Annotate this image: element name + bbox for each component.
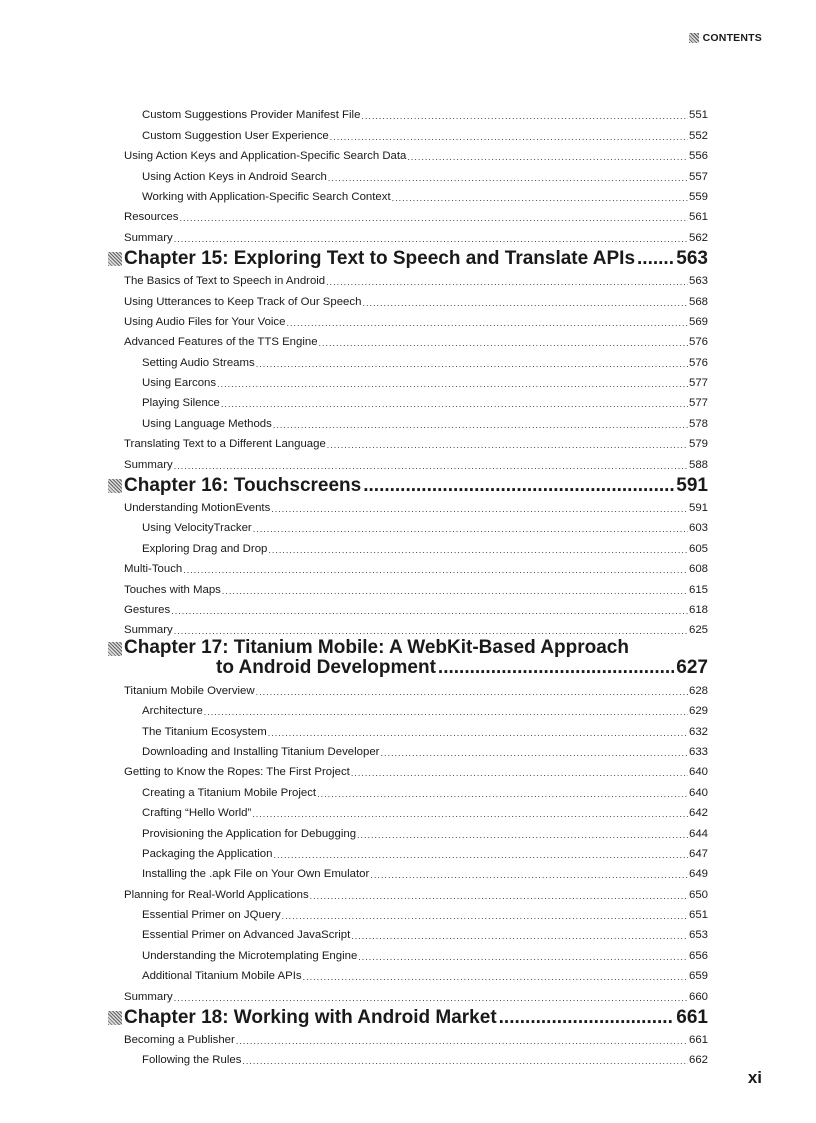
entry-page: 653 [688, 929, 708, 942]
chapter-title-line-1 [124, 638, 708, 658]
entry-title: Setting Audio Streams [142, 356, 255, 369]
leader-dots [282, 911, 688, 922]
header-label: CONTENTS [702, 32, 762, 44]
entry-title: The Basics of Text to Speech in Android [124, 275, 326, 288]
entry-title: Using Action Keys and Application-Specific Search Data [124, 150, 407, 163]
entry-page: 650 [688, 888, 708, 901]
entry-title: Touches with Maps [124, 583, 221, 596]
entry-page: 576 [688, 336, 708, 349]
entry-page: 651 [688, 909, 708, 922]
toc-entry[interactable] [124, 311, 708, 331]
toc-entry[interactable] [124, 944, 708, 964]
chapter-title: Chapter 18: Working with Android Market [124, 1006, 497, 1028]
chapter-title: Chapter 16: Touchscreens [124, 474, 362, 496]
chapter-18-heading[interactable] [124, 1006, 708, 1029]
leader-dots [326, 277, 688, 288]
leader-dots [438, 658, 674, 678]
chapter-square-icon [108, 642, 122, 656]
entry-title: Summary [124, 624, 173, 637]
entry-page: 562 [688, 231, 708, 244]
toc-entry[interactable] [124, 517, 708, 537]
entry-title: Summary [124, 231, 173, 244]
toc-entry[interactable] [124, 372, 708, 392]
entry-title: Understanding the Microtemplating Engine [142, 949, 358, 962]
chapter-title-continued: to Android Development [216, 657, 436, 679]
toc-entry[interactable] [124, 578, 708, 598]
toc-entry[interactable] [124, 186, 708, 206]
leader-dots [174, 234, 688, 245]
entry-title: The Titanium Ecosystem [142, 725, 267, 738]
chapter-title: Chapter 15: Exploring Text to Speech and Translate APIs [124, 247, 636, 269]
toc-entry[interactable] [124, 1029, 708, 1049]
entry-title: Architecture [142, 705, 203, 718]
toc-entry[interactable] [124, 904, 708, 924]
toc-entry[interactable] [124, 741, 708, 761]
leader-dots [407, 152, 688, 163]
toc-entry[interactable] [124, 290, 708, 310]
entry-page: 552 [688, 129, 708, 142]
entry-page: 577 [688, 397, 708, 410]
entry-page: 557 [688, 170, 708, 183]
leader-dots [357, 830, 688, 841]
leader-dots [204, 707, 688, 718]
toc-entry[interactable] [124, 331, 708, 351]
entry-page: 629 [688, 705, 708, 718]
entry-title: Getting to Know the Ropes: The First Project [124, 766, 350, 779]
leader-dots [174, 461, 688, 472]
toc-entry[interactable] [124, 351, 708, 371]
leader-dots [361, 111, 688, 122]
leader-dots [183, 565, 688, 576]
leader-dots [252, 809, 688, 820]
leader-dots [174, 626, 688, 637]
toc-entry[interactable] [124, 700, 708, 720]
leader-dots [351, 931, 688, 942]
leader-dots [222, 586, 688, 597]
entry-page: 628 [688, 684, 708, 697]
header-square-icon [689, 33, 699, 43]
entry-title: Gestures [124, 603, 171, 616]
entry-title: Becoming a Publisher [124, 1034, 235, 1047]
leader-dots [310, 891, 688, 902]
entry-title: Essential Primer on Advanced JavaScript [142, 929, 351, 942]
entry-page: 579 [688, 438, 708, 451]
toc-entry[interactable] [124, 1049, 708, 1069]
entry-title: Using Action Keys in Android Search [142, 170, 327, 183]
toc-entry[interactable] [124, 433, 708, 453]
entry-title: Using VelocityTracker [142, 522, 252, 535]
chapter-16-heading[interactable] [124, 474, 708, 497]
entry-page: 591 [688, 502, 708, 515]
toc-entry[interactable] [124, 761, 708, 781]
entry-title: Understanding MotionEvents [124, 502, 271, 515]
toc-group-pre [124, 104, 708, 247]
entry-page: 608 [688, 563, 708, 576]
entry-title: Following the Rules [142, 1054, 242, 1067]
entry-title: Translating Text to a Different Language [124, 438, 326, 451]
entry-page: 563 [688, 275, 708, 288]
leader-dots [253, 524, 688, 535]
entry-title: Using Language Methods [142, 417, 272, 430]
entry-title: Multi-Touch [124, 563, 183, 576]
leader-dots [363, 476, 674, 496]
leader-dots [179, 213, 688, 224]
toc-entry[interactable] [124, 104, 708, 124]
toc-entry[interactable] [124, 863, 708, 883]
entry-title: Crafting “Hello World” [142, 807, 252, 820]
entry-page: 656 [688, 949, 708, 962]
leader-dots [317, 789, 688, 800]
entry-title: Exploring Drag and Drop [142, 542, 268, 555]
chapter-square-icon [108, 1011, 122, 1025]
entry-page: 588 [688, 458, 708, 471]
entry-title: Downloading and Installing Titanium Developer [142, 745, 380, 758]
entry-title: Resources [124, 211, 179, 224]
chapter-page: 591 [676, 474, 708, 496]
entry-page: 559 [688, 190, 708, 203]
entry-title: Summary [124, 458, 173, 471]
toc-entry[interactable] [124, 720, 708, 740]
leader-dots [171, 606, 688, 617]
toc-entry[interactable] [124, 124, 708, 144]
toc-group-ch17 [124, 679, 708, 1005]
toc-entry[interactable] [124, 412, 708, 432]
entry-page: 615 [688, 583, 708, 596]
entry-page: 618 [688, 603, 708, 616]
toc-entry[interactable] [124, 165, 708, 185]
entry-page: 625 [688, 624, 708, 637]
leader-dots [637, 249, 674, 269]
entry-title: Using Audio Files for Your Voice [124, 315, 286, 328]
toc-entry[interactable] [124, 619, 708, 639]
leader-dots [268, 545, 688, 556]
chapter-page: 563 [676, 247, 708, 269]
toc-entry[interactable] [124, 924, 708, 944]
entry-title: Playing Silence [142, 397, 220, 410]
entry-title: Summary [124, 990, 173, 1003]
chapter-15-heading[interactable] [124, 247, 708, 270]
entry-page: 551 [688, 109, 708, 122]
entry-page: 561 [688, 211, 708, 224]
toc-entry[interactable] [124, 270, 708, 290]
entry-title: Additional Titanium Mobile APIs [142, 970, 302, 983]
table-of-contents [124, 104, 708, 1069]
entry-page: 659 [688, 970, 708, 983]
leader-dots [362, 298, 688, 309]
leader-dots [217, 379, 688, 390]
toc-entry[interactable] [124, 558, 708, 578]
toc-group-ch16 [124, 497, 708, 640]
entry-title: Using Utterances to Keep Track of Our Speech [124, 295, 362, 308]
entry-title: Provisioning the Application for Debugging [142, 827, 357, 840]
leader-dots [392, 193, 688, 204]
toc-entry[interactable] [124, 883, 708, 903]
leader-dots [286, 318, 688, 329]
entry-page: 605 [688, 542, 708, 555]
leader-dots [256, 359, 688, 370]
chapter-page: 661 [676, 1006, 708, 1028]
toc-entry[interactable] [124, 822, 708, 842]
leader-dots [236, 1036, 688, 1047]
entry-title: Installing the .apk File on Your Own Emulator [142, 868, 370, 881]
entry-page: 640 [688, 766, 708, 779]
entry-page: 633 [688, 745, 708, 758]
toc-entry[interactable] [124, 802, 708, 822]
leader-dots [273, 850, 688, 861]
entry-page: 577 [688, 377, 708, 390]
leader-dots [380, 748, 688, 759]
leader-dots [351, 768, 688, 779]
leader-dots [358, 952, 688, 963]
toc-entry[interactable] [124, 392, 708, 412]
entry-title: Advanced Features of the TTS Engine [124, 336, 318, 349]
entry-page: 661 [688, 1034, 708, 1047]
toc-entry[interactable] [124, 985, 708, 1005]
entry-title: Using Earcons [142, 377, 217, 390]
entry-page: 649 [688, 868, 708, 881]
entry-title: Creating a Titanium Mobile Project [142, 786, 317, 799]
toc-entry[interactable] [124, 497, 708, 517]
entry-page: 568 [688, 295, 708, 308]
entry-page: 660 [688, 990, 708, 1003]
entry-page: 632 [688, 725, 708, 738]
leader-dots [319, 338, 688, 349]
entry-page: 644 [688, 827, 708, 840]
toc-group-ch15 [124, 270, 708, 474]
toc-entry[interactable] [124, 537, 708, 557]
toc-entry[interactable] [124, 679, 708, 699]
toc-entry[interactable] [124, 206, 708, 226]
chapter-17-heading[interactable] [124, 639, 708, 679]
leader-dots [303, 972, 688, 983]
entry-page: 569 [688, 315, 708, 328]
leader-dots [256, 687, 688, 698]
entry-title: Working with Application-Specific Search Context [142, 190, 391, 203]
leader-dots [174, 993, 688, 1004]
entry-page: 642 [688, 807, 708, 820]
leader-dots [273, 420, 688, 431]
leader-dots [330, 132, 688, 143]
toc-group-ch18 [124, 1029, 708, 1070]
entry-page: 603 [688, 522, 708, 535]
entry-page: 576 [688, 356, 708, 369]
toc-entry[interactable] [124, 226, 708, 246]
entry-page: 647 [688, 847, 708, 860]
page-number: xi [747, 1068, 762, 1087]
toc-entry[interactable] [124, 599, 708, 619]
leader-dots [499, 1008, 675, 1028]
chapter-square-icon [108, 479, 122, 493]
entry-title: Planning for Real-World Applications [124, 888, 309, 901]
leader-dots [370, 870, 688, 881]
entry-page: 640 [688, 786, 708, 799]
leader-dots [327, 440, 688, 451]
running-header [689, 32, 762, 44]
leader-dots [242, 1056, 688, 1067]
entry-title: Titanium Mobile Overview [124, 684, 255, 697]
entry-title: Essential Primer on JQuery [142, 909, 281, 922]
chapter-square-icon [108, 252, 122, 266]
toc-entry[interactable] [124, 145, 708, 165]
entry-title: Custom Suggestions Provider Manifest File [142, 109, 361, 122]
entry-page: 578 [688, 417, 708, 430]
leader-dots [328, 173, 688, 184]
entry-title: Packaging the Application [142, 847, 273, 860]
chapter-title-line-2 [124, 658, 708, 678]
leader-dots [221, 399, 688, 410]
toc-entry[interactable] [124, 965, 708, 985]
entry-page: 662 [688, 1054, 708, 1067]
leader-dots [268, 728, 688, 739]
toc-entry[interactable] [124, 843, 708, 863]
toc-entry[interactable] [124, 781, 708, 801]
entry-title: Custom Suggestion User Experience [142, 129, 329, 142]
toc-entry[interactable] [124, 453, 708, 473]
leader-dots [271, 504, 688, 515]
chapter-page: 627 [676, 657, 708, 679]
chapter-title: Chapter 17: Titanium Mobile: A WebKit-Based Approach [124, 637, 629, 659]
entry-page: 556 [688, 150, 708, 163]
